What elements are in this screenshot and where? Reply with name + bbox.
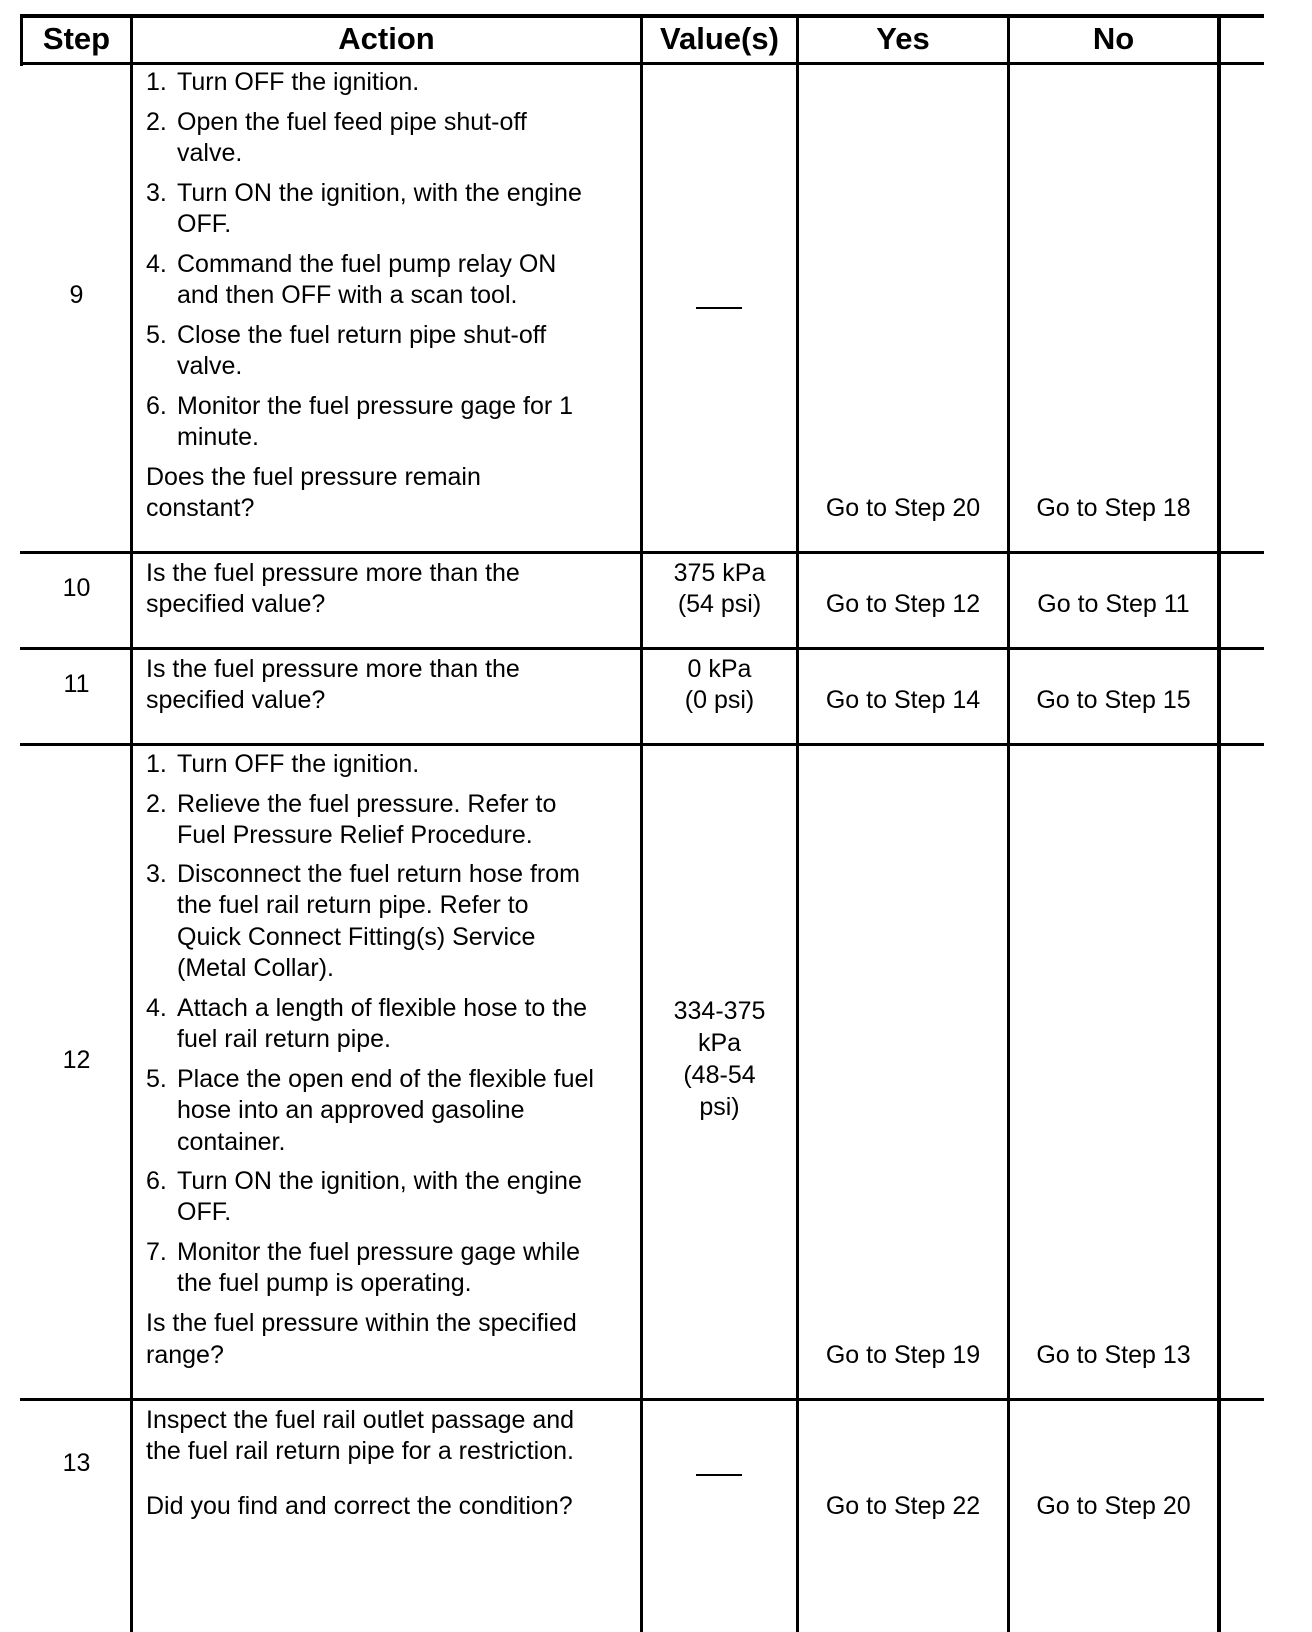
no-value-dash: [696, 307, 742, 309]
diagnostic-table: Step Action Value(s) Yes No 9 1. Turn OFF the ignition. 2. Open the fuel feed pipe shut-off valve. 3. Turn ON the ignition, with the engine OFF. 4. Command the fuel pump relay ON and then OFF with a scan tool. 5. Close the fuel return pipe shut-off valve. 6. Monitor the fuel pressure gage for 1 minute. Does the fuel pressure remain constant? Go to Step 20 Go to Step 18 10 Is the fuel pressure more than the specified value? 375 kPa (54 psi) Go to Step 12 Go to Step 11 11 Is the fuel pressure more than the specified value? 0 kPa (0 psi) Go to Step 14 Go to Step 15 12 1. Turn OFF the ignition. 2. Relieve the fuel pressure. Refer to Fuel Pressure Relief Procedure. 3. Disconnect the fuel return hose from the fuel rail return pipe. Refer to Quick Connect Fitting(s) Service (Metal Collar). 4. Attach a length of flexible hose to the fuel rail return pipe. 5. Place the open end of the flexible fuel hose into an approved gasoline container. 6. Turn ON the ignition, with the engine OFF. 7. Monitor the fuel pressure gage while the fuel pump is operating. Is the fuel pressure within the specified range? 334-375 kPa (48-54 psi) Go to Step 19 Go to Step 13 13 Inspect the fuel rail outlet passage and the fuel rail return pipe for a restriction. Did you find and correct the condition? Go to Step 22 Go to Step 20: [20, 14, 1264, 1632]
question-text: range?: [146, 1341, 224, 1369]
right-border: [1217, 14, 1221, 1632]
col-action-right-border: [640, 14, 643, 1632]
question-text: Did you find and correct the condition?: [146, 1492, 573, 1520]
value-text: 0 kPa: [687, 655, 752, 683]
header-values: Value(s): [660, 21, 779, 56]
col-step-right-border: [130, 14, 133, 1632]
question-text: constant?: [146, 494, 255, 522]
col-values-right-border: [796, 14, 799, 1632]
header-action: Action: [338, 21, 435, 56]
step-number: 13: [62, 1449, 91, 1477]
value-text: (54 psi): [677, 590, 762, 618]
step-number: 10: [62, 574, 91, 602]
value-text: (48-54: [683, 1061, 756, 1089]
yes-goto: Go to Step 12: [825, 590, 981, 618]
no-goto: Go to Step 18: [1036, 494, 1191, 522]
no-goto: Go to Step 11: [1037, 590, 1190, 618]
question-text: Does the fuel pressure remain: [146, 463, 481, 491]
yes-goto: Go to Step 20: [825, 494, 981, 522]
yes-goto: Go to Step 22: [825, 1492, 981, 1520]
col-yes-right-border: [1007, 14, 1010, 1632]
no-value-dash: [696, 1474, 742, 1476]
header-step: Step: [42, 21, 111, 56]
value-text: 334-375: [673, 997, 766, 1025]
step-number: 11: [63, 670, 90, 698]
value-text: 375 kPa: [673, 559, 766, 587]
question-text: specified value?: [146, 686, 326, 714]
question-text: Is the fuel pressure more than the: [146, 559, 520, 587]
step-number: 9: [69, 281, 84, 309]
question-text: Is the fuel pressure more than the: [146, 655, 520, 683]
value-text: kPa: [697, 1029, 742, 1057]
yes-goto: Go to Step 14: [825, 686, 981, 714]
question-text: Is the fuel pressure within the specified: [146, 1309, 577, 1337]
instruction-text: the fuel rail return pipe for a restriction.: [146, 1437, 574, 1465]
header-no: No: [1092, 21, 1135, 56]
no-goto: Go to Step 20: [1036, 1492, 1191, 1520]
yes-goto: Go to Step 19: [825, 1341, 981, 1369]
value-text: psi): [699, 1093, 740, 1121]
step-number: 12: [62, 1046, 91, 1074]
instruction-text: Inspect the fuel rail outlet passage and: [146, 1406, 575, 1434]
header-yes: Yes: [876, 21, 930, 56]
no-goto: Go to Step 15: [1036, 686, 1191, 714]
question-text: specified value?: [146, 590, 326, 618]
no-goto: Go to Step 13: [1036, 1341, 1191, 1369]
value-text: (0 psi): [684, 686, 755, 714]
